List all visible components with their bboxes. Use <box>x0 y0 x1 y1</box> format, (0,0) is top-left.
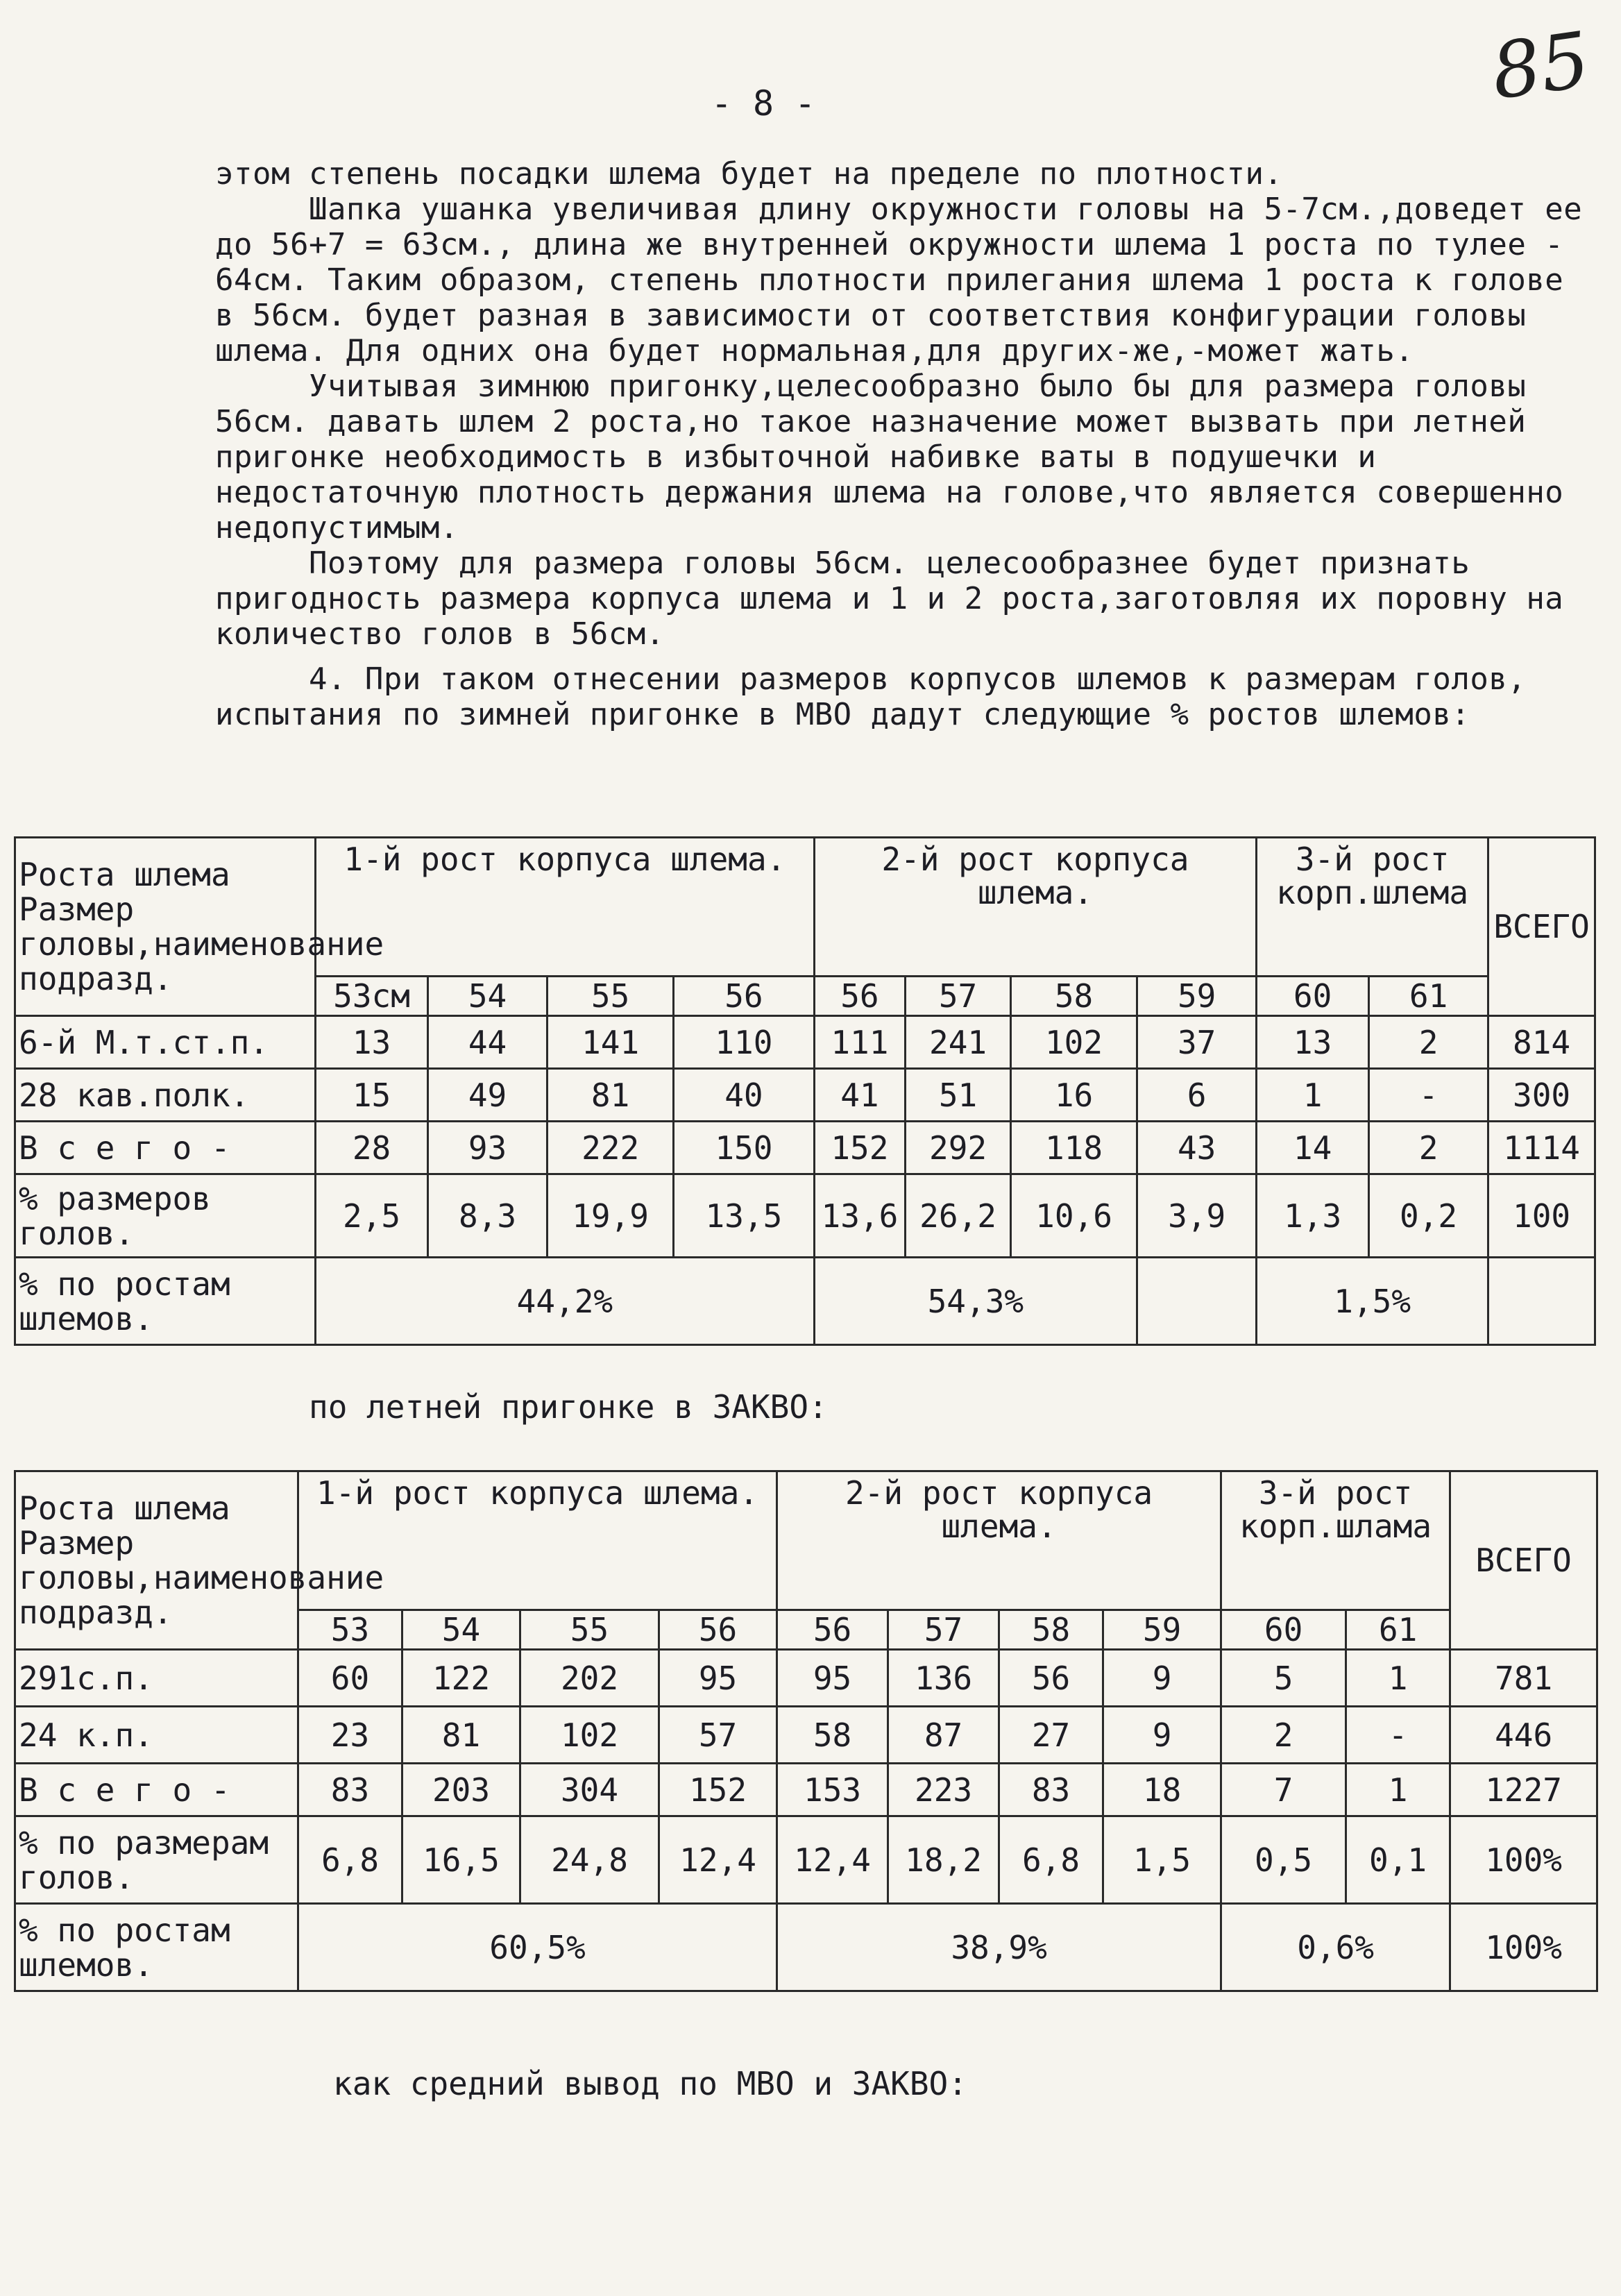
cell: 12,4 <box>777 1816 888 1904</box>
cell: 93 <box>428 1122 548 1174</box>
cell: 9 <box>1103 1707 1221 1764</box>
summary-caption: как средний вывод по МВО и ЗАКВО: <box>333 2065 967 2102</box>
cell: 49 <box>428 1069 548 1122</box>
size-header: 55 <box>520 1610 659 1650</box>
cell: 83 <box>298 1764 402 1816</box>
cell: 1227 <box>1450 1764 1597 1816</box>
cell: 781 <box>1450 1650 1597 1707</box>
growth-total: 100% <box>1450 1904 1597 1991</box>
cell: 1,5 <box>1103 1816 1221 1904</box>
paragraph: Поэтому для размера головы 56см. целесообразнее будет признать пригодность размера корпуса шлема и 1 и 2 роста,заготовляя их поровну на количество голов в 56см. <box>215 546 1583 652</box>
growth-value-height3: 0,6% <box>1221 1904 1450 1991</box>
cell: 28 <box>316 1122 428 1174</box>
size-header: 60 <box>1221 1610 1346 1650</box>
cell: 27 <box>999 1707 1103 1764</box>
cell: 37 <box>1137 1016 1257 1069</box>
cell: 9 <box>1103 1650 1221 1707</box>
growth-value-height1: 60,5% <box>298 1904 777 1991</box>
cell: 304 <box>520 1764 659 1816</box>
row-label: 24 к.п. <box>15 1707 298 1764</box>
cell: - <box>1346 1707 1450 1764</box>
cell: 152 <box>659 1764 777 1816</box>
cell: 18 <box>1103 1764 1221 1816</box>
body-text <box>215 156 1602 732</box>
cell: 58 <box>777 1707 888 1764</box>
cell: 57 <box>659 1707 777 1764</box>
cell: 1,3 <box>1257 1174 1369 1258</box>
size-header: 56 <box>814 977 906 1016</box>
size-header: 57 <box>888 1610 999 1650</box>
size-header: 54 <box>402 1610 520 1650</box>
cell: 110 <box>674 1016 814 1069</box>
archive-page-number: 85 <box>1486 15 1595 117</box>
cell: 60 <box>298 1650 402 1707</box>
cell: 5 <box>1221 1650 1346 1707</box>
size-header: 56 <box>777 1610 888 1650</box>
group-header-height3: 3-й рост корп.шлема <box>1257 838 1488 977</box>
cell: 2,5 <box>316 1174 428 1258</box>
cell: 83 <box>999 1764 1103 1816</box>
cell: 241 <box>906 1016 1011 1069</box>
cell: 152 <box>814 1122 906 1174</box>
group-header-height2: 2-й рост корпуса шлема. <box>814 838 1257 977</box>
cell: 814 <box>1488 1016 1595 1069</box>
cell: 13,5 <box>674 1174 814 1258</box>
summer-fitting-table <box>14 1470 1598 1992</box>
cell: 141 <box>548 1016 674 1069</box>
cell: 2 <box>1369 1016 1488 1069</box>
growth-value-height1: 44,2% <box>316 1258 815 1345</box>
cell: 95 <box>777 1650 888 1707</box>
group-header-height1: 1-й рост корпуса шлема. <box>298 1471 777 1610</box>
row-label: % по размерам голов. <box>15 1816 298 1904</box>
cell: 100 <box>1488 1174 1595 1258</box>
cell: 26,2 <box>906 1174 1011 1258</box>
table-row <box>15 1122 1595 1174</box>
cell: 12,4 <box>659 1816 777 1904</box>
size-header: 61 <box>1346 1610 1450 1650</box>
cell <box>1488 1258 1595 1345</box>
cell: 81 <box>402 1707 520 1764</box>
cell: 223 <box>888 1764 999 1816</box>
cell: 1114 <box>1488 1122 1595 1174</box>
cell: 15 <box>316 1069 428 1122</box>
paragraph: Шапка ушанка увеличивая длину окружности головы на 5-7см.,доведет ее до 56+7 = 63см., длина же внутренней окружности шлема 1 роста по тулее - 64см. Таким образом, степень плотности прилегания шлема 1 роста к голове в 56см. будет разная в зависимости от соответствия конфигурации головы шлема. Для одних она будет нормальная,для других-же,-может жать. <box>215 192 1602 369</box>
size-header: 55 <box>548 977 674 1016</box>
size-header: 53см <box>316 977 428 1016</box>
row-label: 6-й М.т.ст.п. <box>15 1016 316 1069</box>
cell: 44 <box>428 1016 548 1069</box>
growth-value-height2: 38,9% <box>777 1904 1221 1991</box>
group-header-height1: 1-й рост корпуса шлема. <box>316 838 815 977</box>
cell: 118 <box>1010 1122 1137 1174</box>
group-header-height3: 3-й рост корп.шлама <box>1221 1471 1450 1610</box>
paragraph: 4. При таком отнесении размеров корпусов шлемов к размерам голов, испытания по зимней пригонке в МВО дадут следующие % ростов шлемов: <box>215 661 1545 732</box>
cell: 41 <box>814 1069 906 1122</box>
cell: 40 <box>674 1069 814 1122</box>
cell: 3,9 <box>1137 1174 1257 1258</box>
cell: 2 <box>1221 1707 1346 1764</box>
cell: 150 <box>674 1122 814 1174</box>
cell: 1 <box>1346 1650 1450 1707</box>
cell: 102 <box>1010 1016 1137 1069</box>
size-header: 56 <box>659 1610 777 1650</box>
table-row <box>15 1258 1595 1345</box>
cell: 19,9 <box>548 1174 674 1258</box>
cell: 16,5 <box>402 1816 520 1904</box>
cell: 13,6 <box>814 1174 906 1258</box>
winter-fitting-table <box>14 836 1596 1346</box>
row-label: В с е г о - <box>15 1122 316 1174</box>
cell: 203 <box>402 1764 520 1816</box>
size-header: 57 <box>906 977 1011 1016</box>
cell: 292 <box>906 1122 1011 1174</box>
cell <box>1137 1258 1257 1345</box>
cell: 18,2 <box>888 1816 999 1904</box>
table-row <box>15 1707 1597 1764</box>
cell: 6,8 <box>999 1816 1103 1904</box>
cell: 56 <box>999 1650 1103 1707</box>
cell: 111 <box>814 1016 906 1069</box>
size-header: 54 <box>428 977 548 1016</box>
cell: - <box>1369 1069 1488 1122</box>
cell: 222 <box>548 1122 674 1174</box>
cell: 14 <box>1257 1122 1369 1174</box>
paragraph: этом степень посадки шлема будет на пределе по плотности. <box>215 156 1283 192</box>
cell: 16 <box>1010 1069 1137 1122</box>
group-header-height2: 2-й рост корпуса шлема. <box>777 1471 1221 1610</box>
table-row <box>15 1069 1595 1122</box>
cell: 6,8 <box>298 1816 402 1904</box>
table-row <box>15 1174 1595 1258</box>
cell: 13 <box>1257 1016 1369 1069</box>
page-number: - 8 - <box>711 83 816 124</box>
table2-caption: по летней пригонке в ЗАКВО: <box>309 1388 828 1426</box>
row-label: В с е г о - <box>15 1764 298 1816</box>
table-corner-header: Роста шлема Размер головы,наименование подразд. <box>15 838 316 1016</box>
cell: 153 <box>777 1764 888 1816</box>
row-label: % по ростам шлемов. <box>15 1258 316 1345</box>
cell: 100% <box>1450 1816 1597 1904</box>
cell: 202 <box>520 1650 659 1707</box>
table-row <box>15 1764 1597 1816</box>
cell: 0,5 <box>1221 1816 1346 1904</box>
row-label: 291с.п. <box>15 1650 298 1707</box>
cell: 6 <box>1137 1069 1257 1122</box>
size-header: 59 <box>1137 977 1257 1016</box>
cell: 87 <box>888 1707 999 1764</box>
table-row <box>15 1016 1595 1069</box>
size-header: 61 <box>1369 977 1488 1016</box>
size-header: 58 <box>999 1610 1103 1650</box>
cell: 10,6 <box>1010 1174 1137 1258</box>
total-header: ВСЕГО <box>1488 838 1595 1016</box>
size-header: 59 <box>1103 1610 1221 1650</box>
cell: 7 <box>1221 1764 1346 1816</box>
cell: 8,3 <box>428 1174 548 1258</box>
cell: 24,8 <box>520 1816 659 1904</box>
cell: 2 <box>1369 1122 1488 1174</box>
cell: 1 <box>1346 1764 1450 1816</box>
cell: 81 <box>548 1069 674 1122</box>
cell: 13 <box>316 1016 428 1069</box>
cell: 43 <box>1137 1122 1257 1174</box>
cell: 300 <box>1488 1069 1595 1122</box>
size-header: 60 <box>1257 977 1369 1016</box>
row-label: % по ростам шлемов. <box>15 1904 298 1991</box>
cell: 23 <box>298 1707 402 1764</box>
size-header: 56 <box>674 977 814 1016</box>
table-corner-header: Роста шлема Размер головы,наименование подразд. <box>15 1471 298 1650</box>
table-row <box>15 1816 1597 1904</box>
cell: 446 <box>1450 1707 1597 1764</box>
paragraph: Учитывая зимнюю пригонку,целесообразно было бы для размера головы 56см. давать шлем 2 роста,но такое назначение может вызвать при летней пригонке необходимость в избыточной набивке ваты в подушечки и недостаточную плотность держания шлема на голове,что является совершенно недопустимым. <box>215 369 1583 546</box>
growth-value-height2: 54,3% <box>814 1258 1137 1345</box>
table-row <box>15 1904 1597 1991</box>
cell: 122 <box>402 1650 520 1707</box>
cell: 51 <box>906 1069 1011 1122</box>
total-header: ВСЕГО <box>1450 1471 1597 1650</box>
cell: 1 <box>1257 1069 1369 1122</box>
cell: 0,1 <box>1346 1816 1450 1904</box>
row-label: % размеров голов. <box>15 1174 316 1258</box>
growth-value-height3: 1,5% <box>1257 1258 1488 1345</box>
size-header: 58 <box>1010 977 1137 1016</box>
cell: 136 <box>888 1650 999 1707</box>
size-header: 53 <box>298 1610 402 1650</box>
cell: 0,2 <box>1369 1174 1488 1258</box>
cell: 95 <box>659 1650 777 1707</box>
cell: 102 <box>520 1707 659 1764</box>
table-row <box>15 1650 1597 1707</box>
row-label: 28 кав.полк. <box>15 1069 316 1122</box>
